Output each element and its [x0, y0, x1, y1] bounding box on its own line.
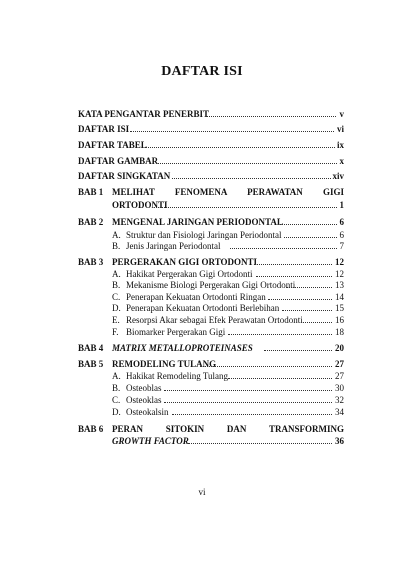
section-label: D. — [112, 407, 121, 417]
dot-leader — [286, 287, 332, 288]
toc-page-number: 27 — [335, 359, 344, 369]
section-title: Biomarker Pergerakan Gigi — [126, 327, 226, 337]
toc-page-number: xiv — [332, 171, 344, 181]
toc-entry-title: DAFTAR GAMBAR — [78, 156, 159, 166]
section-title: Jenis Jaringan Periodontal — [126, 241, 221, 251]
toc-section[interactable] — [78, 240, 344, 252]
toc-page-number: 20 — [335, 343, 344, 353]
toc-page-number: 6 — [339, 217, 344, 227]
toc-section[interactable] — [78, 302, 344, 314]
toc-page-number: 34 — [335, 407, 344, 417]
toc-page-number: v — [339, 109, 344, 119]
toc-page-number: 6 — [339, 230, 344, 240]
toc-entry[interactable] — [78, 123, 344, 135]
toc-page-number: 16 — [335, 315, 344, 325]
toc-page-number: 15 — [335, 303, 344, 313]
chapter-title: GROWTH FACTOR — [112, 436, 189, 446]
toc-page-number: 7 — [339, 241, 344, 251]
toc-entry[interactable] — [78, 139, 344, 151]
dot-leader — [268, 299, 332, 300]
toc-entry[interactable] — [78, 155, 344, 167]
page-title: DAFTAR ISI — [161, 64, 243, 79]
toc-section[interactable] — [78, 382, 344, 394]
toc-entry[interactable] — [78, 170, 344, 182]
toc-section[interactable] — [78, 394, 344, 406]
dot-leader — [282, 310, 332, 311]
toc-entry-title: DAFTAR SINGKATAN — [78, 171, 171, 181]
section-label: F. — [112, 327, 119, 337]
toc-chapter[interactable] — [78, 186, 344, 198]
toc-entry-title: KATA PENGANTAR PENERBIT — [78, 109, 210, 119]
toc-page-number: 1 — [339, 200, 344, 210]
dot-leader — [164, 390, 332, 391]
toc-page-number: 32 — [335, 395, 344, 405]
section-label: E. — [112, 315, 120, 325]
section-title: Resorpsi Akar sebagai Efek Perawatan Ortodonti — [126, 315, 303, 325]
dot-leader — [278, 224, 337, 225]
toc-page-number: ix — [336, 140, 344, 150]
chapter-title: REMODELING TULANG — [112, 359, 217, 369]
toc-page-number: x — [339, 156, 344, 166]
chapter-label: BAB 6 — [78, 424, 104, 434]
section-label: A. — [112, 371, 121, 381]
toc-entry[interactable] — [78, 108, 344, 120]
toc-chapter[interactable] — [78, 216, 344, 228]
toc-page-number: 36 — [335, 436, 344, 446]
dot-leader — [256, 276, 332, 277]
toc-chapter[interactable] — [78, 423, 344, 435]
dot-leader — [230, 248, 337, 249]
dot-leader — [301, 322, 332, 323]
section-title: Hakikat Remodeling Tulang — [126, 371, 228, 381]
section-label: A. — [112, 230, 121, 240]
toc-page-number: 12 — [335, 269, 344, 279]
section-title: Mekanisme Biologi Pergerakan Gigi Ortodonti — [126, 280, 296, 290]
toc-page-number: 12 — [335, 257, 344, 267]
toc-section[interactable] — [78, 370, 344, 382]
chapter-label: BAB 5 — [78, 359, 104, 369]
toc-page-number: 27 — [335, 371, 344, 381]
section-title: Struktur dan Fisiologi Jaringan Periodontal — [126, 230, 282, 240]
section-label: B. — [112, 383, 121, 393]
toc-page-number: 18 — [335, 327, 344, 337]
dot-leader — [206, 116, 336, 117]
dot-leader — [130, 131, 334, 132]
section-title: Penerapan Kekuatan Ortodonti Ringan — [126, 292, 266, 302]
chapter-title: MATRIX METALLOPROTEINASES — [112, 343, 253, 353]
toc-chapter[interactable] — [78, 358, 344, 370]
dot-leader — [164, 402, 332, 403]
chapter-label: BAB 4 — [78, 343, 104, 353]
section-label: C. — [112, 292, 121, 302]
toc-section[interactable] — [78, 406, 344, 418]
toc-chapter[interactable] — [78, 342, 344, 354]
toc-page-number: 13 — [335, 280, 344, 290]
section-title: Osteoklas — [126, 395, 162, 405]
dot-leader — [200, 366, 332, 367]
chapter-label: BAB 1 — [78, 187, 104, 197]
section-title: Penerapan Kekuatan Ortodonti Berlebihan — [126, 303, 280, 313]
section-label: D. — [112, 303, 121, 313]
dot-leader — [156, 163, 337, 164]
section-label: B. — [112, 280, 121, 290]
page-number-footer: vi — [198, 487, 206, 497]
dot-leader — [188, 443, 332, 444]
dot-leader — [264, 350, 332, 351]
section-title: Osteokalsin — [126, 407, 169, 417]
toc-entry-title: DAFTAR TABEL — [78, 140, 147, 150]
chapter-label: BAB 2 — [78, 217, 104, 227]
toc-page-number: 30 — [335, 383, 344, 393]
chapter-title: PERAN SITOKIN DAN TRANSFORMING — [112, 424, 344, 434]
dot-leader — [172, 414, 332, 415]
section-title: Osteoblas — [126, 383, 162, 393]
section-label: B. — [112, 241, 121, 251]
toc-chapter[interactable] — [78, 256, 344, 268]
toc-chapter-continued[interactable] — [78, 435, 344, 447]
toc-page-number: vi — [336, 124, 344, 134]
dot-leader — [284, 237, 337, 238]
chapter-title: ORTODONTI — [112, 200, 168, 210]
dot-leader — [172, 178, 331, 179]
dot-leader — [228, 334, 332, 335]
chapter-title: PERGERAKAN GIGI ORTODONTI — [112, 257, 258, 267]
section-label: A. — [112, 269, 121, 279]
toc-section[interactable] — [78, 279, 344, 291]
toc-entry-title: DAFTAR ISI — [78, 124, 130, 134]
dot-leader — [145, 147, 335, 148]
toc-chapter-continued[interactable] — [78, 199, 344, 211]
chapter-title: MELIHAT FENOMENA PERAWATAN GIGI — [112, 187, 344, 197]
toc-section[interactable] — [78, 314, 344, 326]
toc-page-number: 14 — [335, 292, 344, 302]
dot-leader — [254, 264, 332, 265]
toc-section[interactable] — [78, 326, 344, 338]
dot-leader — [154, 207, 337, 208]
chapter-title: MENGENAL JARINGAN PERIODONTAL — [112, 217, 283, 227]
dot-leader — [228, 378, 332, 379]
chapter-label: BAB 3 — [78, 257, 104, 267]
section-title: Hakikat Pergerakan Gigi Ortodonti — [126, 269, 253, 279]
section-label: C. — [112, 395, 121, 405]
